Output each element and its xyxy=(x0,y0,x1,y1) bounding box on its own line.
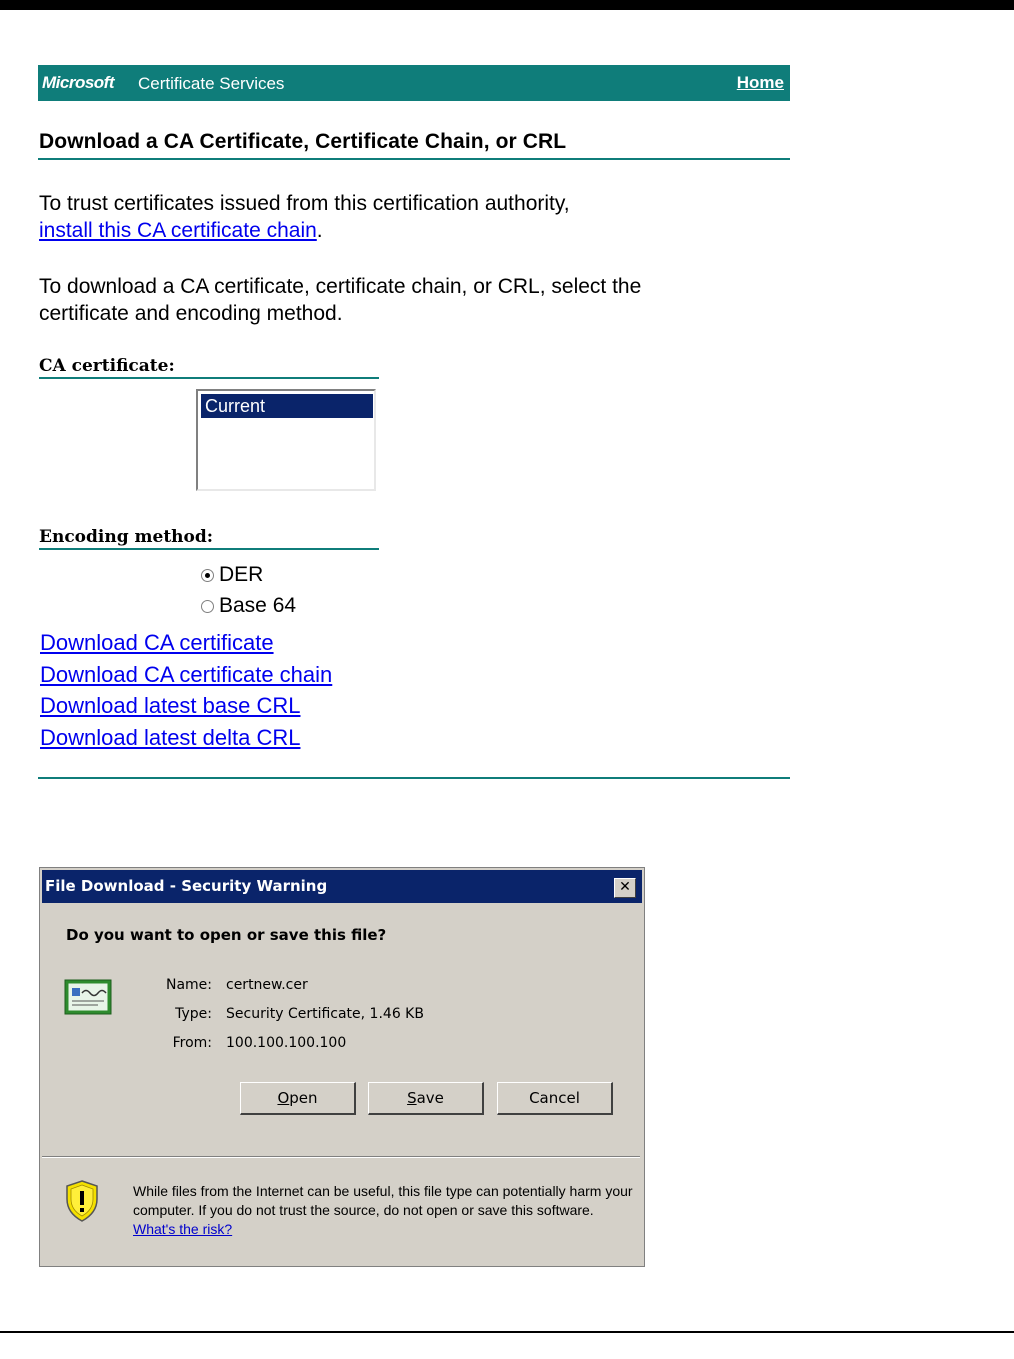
brand-name: Microsoft xyxy=(42,73,114,92)
download-text-line2: certificate and encoding method. xyxy=(39,302,343,325)
dialog-title: File Download - Security Warning xyxy=(45,877,328,895)
encoding-base64-option[interactable] xyxy=(201,594,296,618)
download-delta-crl-link[interactable]: Download latest delta CRL xyxy=(40,725,301,750)
file-download-dialog xyxy=(39,867,645,1267)
download-text-line1: To download a CA certificate, certificate chain, or CRL, select the xyxy=(39,275,642,298)
trust-text: To trust certificates issued from this certification authority, xyxy=(39,192,570,215)
whats-the-risk-link[interactable]: What's the risk? xyxy=(133,1221,233,1237)
install-chain-link[interactable]: install this CA certificate chain xyxy=(39,219,317,242)
shield-warning-icon xyxy=(64,1179,100,1223)
save-mnemonic: S xyxy=(407,1089,417,1107)
name-value: certnew.cer xyxy=(226,977,308,993)
from-label: From: xyxy=(172,1035,212,1051)
bottom-border xyxy=(0,1331,1014,1333)
download-ca-certificate-link[interactable]: Download CA certificate xyxy=(40,630,274,655)
warning-message xyxy=(133,1182,633,1239)
ca-certificate-label: CA certificate: xyxy=(39,356,175,376)
der-radio[interactable] xyxy=(201,569,214,582)
open-label-rest: pen xyxy=(289,1089,318,1107)
encoding-divider xyxy=(39,548,379,550)
warning-text: While files from the Internet can be useful, this file type can potentially harm your computer. If you do not trust the source, do not open or save this software. xyxy=(133,1183,633,1218)
trust-paragraph xyxy=(39,190,570,244)
dialog-separator xyxy=(42,1156,640,1158)
base64-label: Base 64 xyxy=(219,594,297,617)
open-button[interactable] xyxy=(240,1082,356,1115)
dialog-titlebar[interactable] xyxy=(42,870,642,903)
from-value: 100.100.100.100 xyxy=(226,1035,347,1051)
base64-radio[interactable] xyxy=(201,600,214,613)
save-label-rest: ave xyxy=(416,1089,444,1107)
cancel-button[interactable]: Cancel xyxy=(497,1082,613,1115)
ca-certificate-divider xyxy=(39,377,379,379)
service-name: Certificate Services xyxy=(138,74,285,93)
download-instructions xyxy=(39,273,641,327)
type-label: Type: xyxy=(175,1006,212,1022)
dialog-question: Do you want to open or save this file? xyxy=(66,926,387,944)
ca-certificate-option-current[interactable]: Current xyxy=(201,394,373,418)
encoding-der-option[interactable] xyxy=(201,563,263,587)
top-border xyxy=(0,0,1014,10)
close-icon[interactable]: ✕ xyxy=(614,878,636,898)
download-ca-chain-link[interactable]: Download CA certificate chain xyxy=(40,662,333,687)
page-title: Download a CA Certificate, Certificate Chain, or CRL xyxy=(39,130,567,153)
encoding-method-label: Encoding method: xyxy=(39,527,214,547)
name-label: Name: xyxy=(165,977,212,993)
install-suffix: . xyxy=(316,219,323,242)
ca-certificate-listbox[interactable] xyxy=(196,389,376,491)
cert-services-banner xyxy=(38,65,790,101)
der-label: DER xyxy=(219,563,264,586)
certificate-icon xyxy=(64,979,112,1015)
type-value: Security Certificate, 1.46 KB xyxy=(226,1006,424,1022)
footer-divider xyxy=(38,777,790,779)
title-divider xyxy=(38,158,790,160)
save-button[interactable] xyxy=(368,1082,484,1115)
download-base-crl-link[interactable]: Download latest base CRL xyxy=(40,693,301,718)
open-mnemonic: O xyxy=(277,1089,290,1107)
home-link[interactable]: Home xyxy=(736,73,784,92)
